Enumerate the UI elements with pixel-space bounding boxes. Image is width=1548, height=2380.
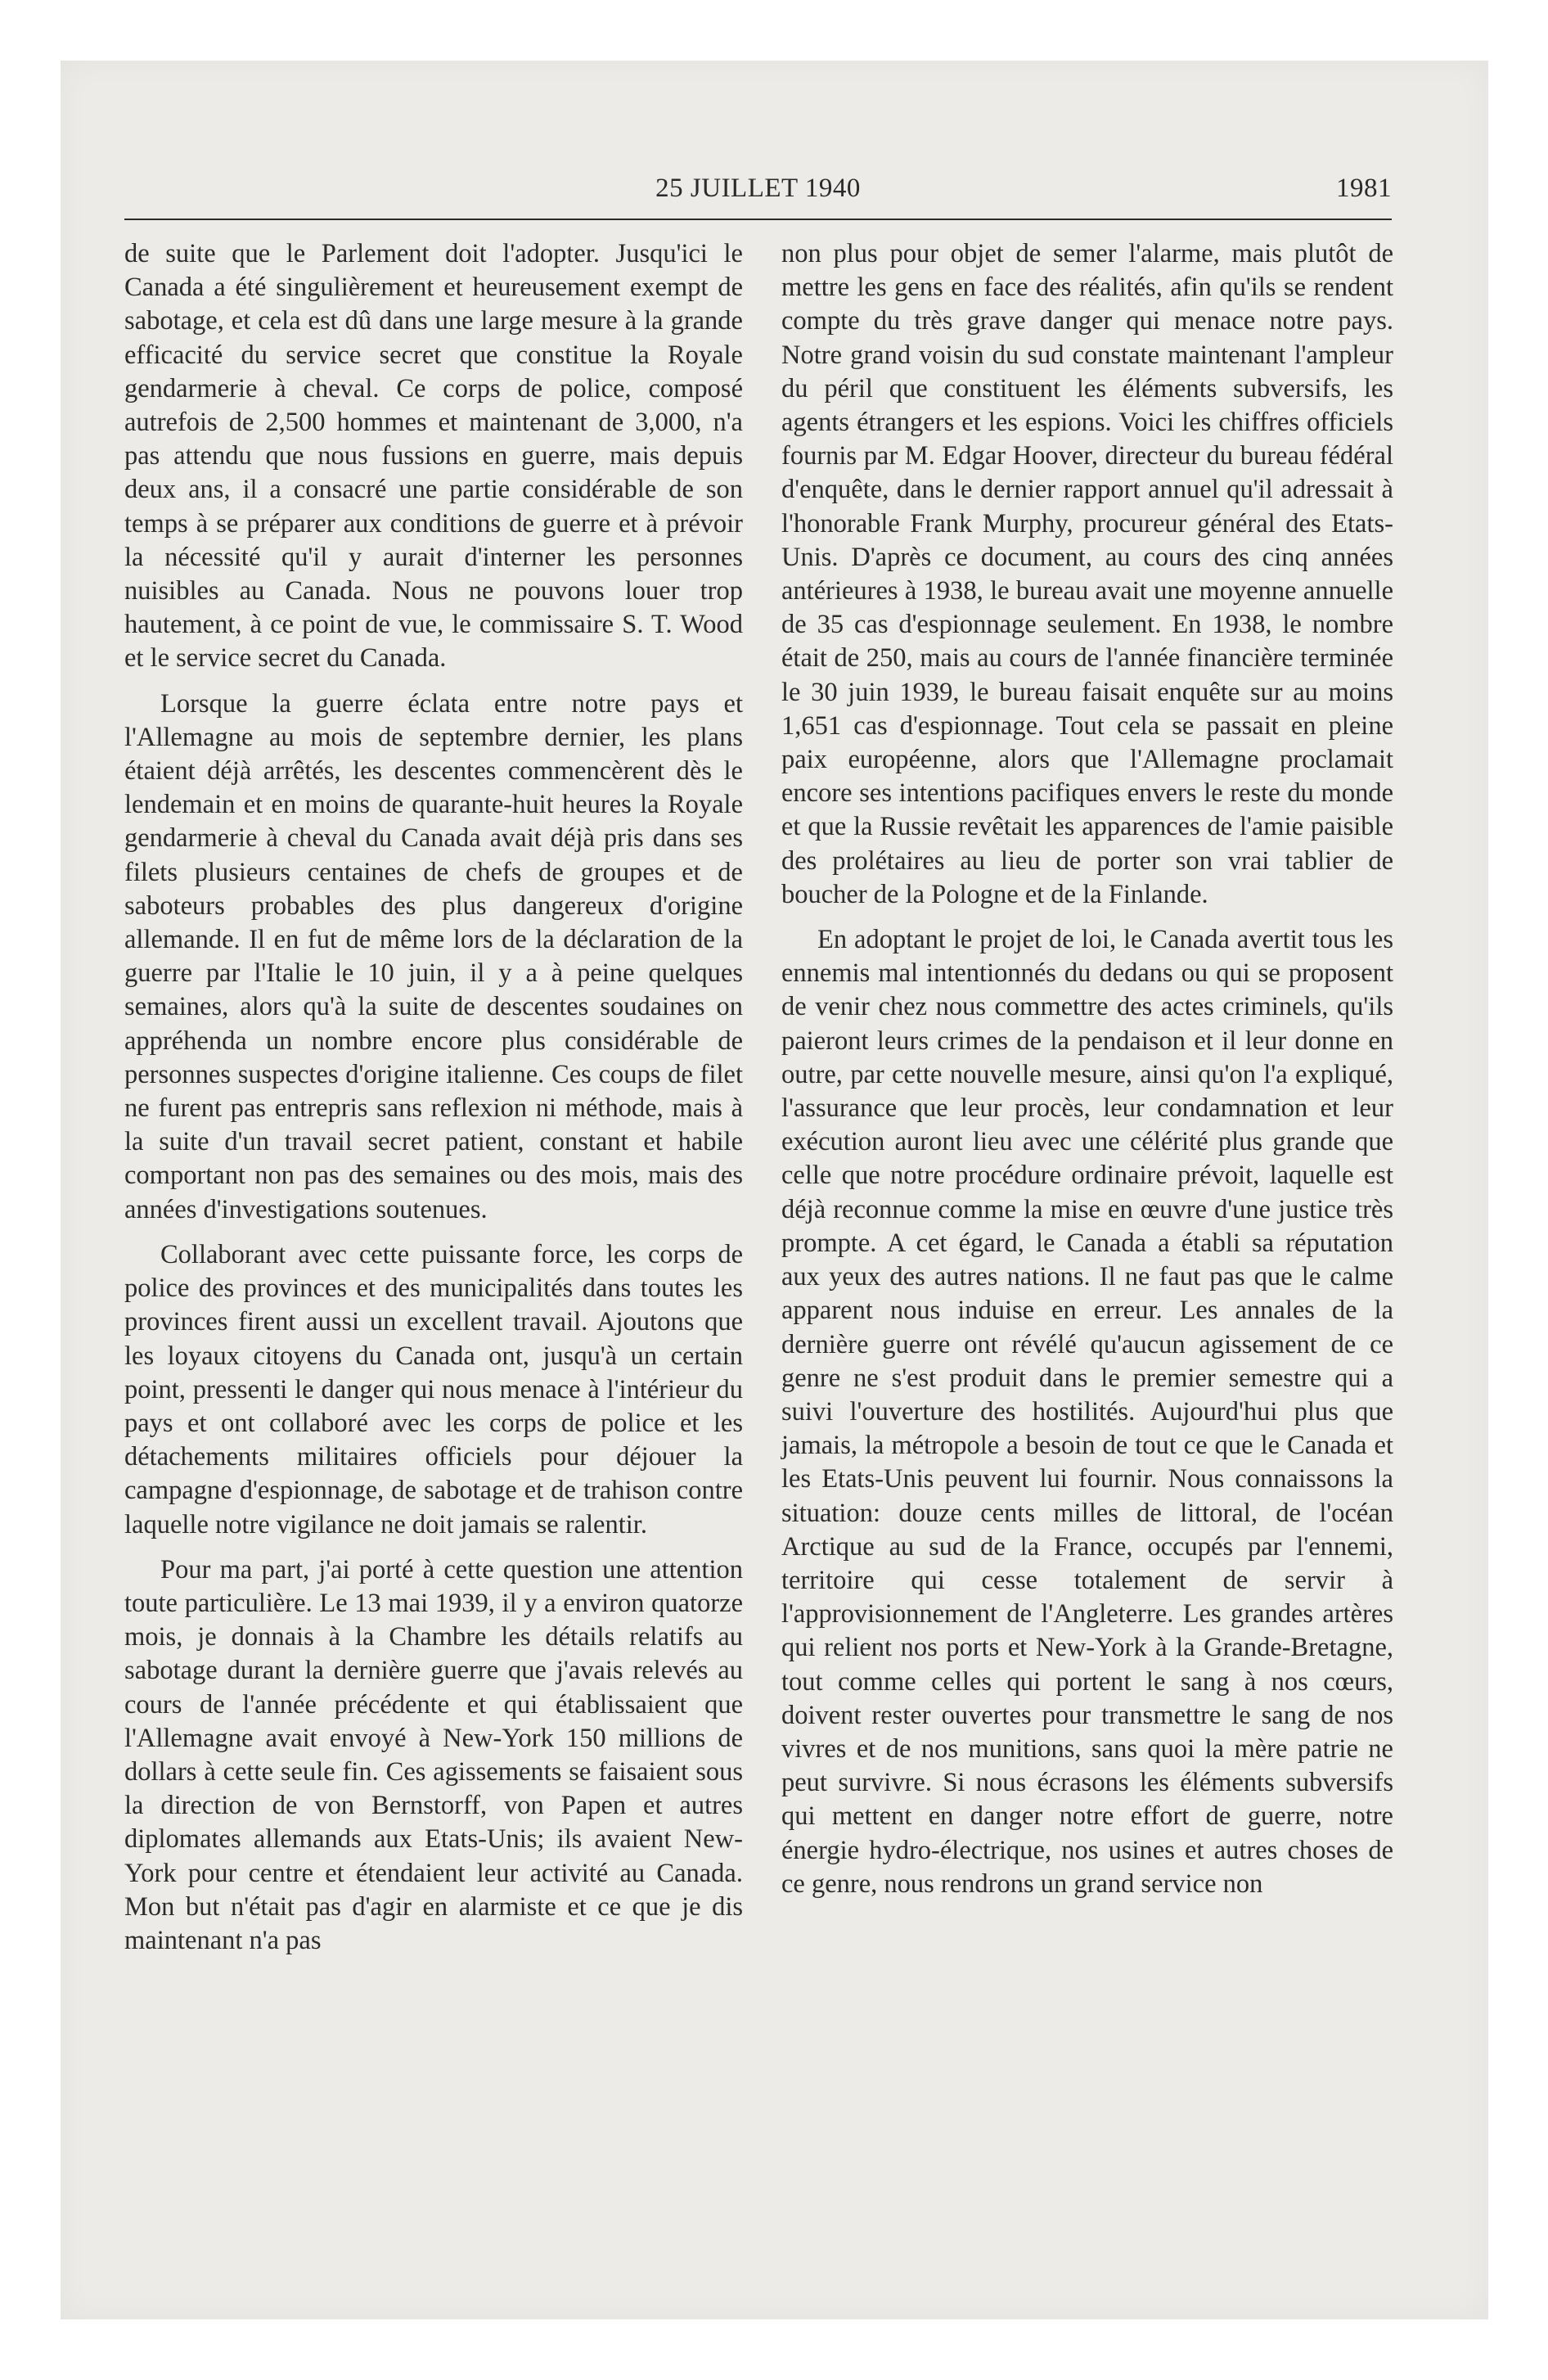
page-header [124,174,1392,213]
paragraph: Pour ma part, j'ai porté à cette question une attention toute particulière. Le 13 mai 1939, il y a environ quatorze mois, je donnais à la Chambre les détails relatifs au sabotage durant la dernière guerre que j'avais relevés au cours de l'année précédente et qui établissaient que l'Allemagne avait envoyé à New-York 150 millions de dollars à cette seule fin. Ces agissements se faisaient sous la direction de von Bernstorff, von Papen et autres diplomates allemands aux Etats-Unis; ils avaient New-York pour centre et étendaient leur activité au Canada. Mon but n'était pas d'agir en alarmiste et ce que je dis maintenant n'a pas [124,1554,743,1955]
left-column [124,237,743,1958]
paragraph: de suite que le Parlement doit l'adopter. Jusqu'ici le Canada a été singulièrement et heureusement exempt de sabotage, et cela est dû dans une large mesure à la grande efficacité du service secret que constitue la Royale gendarmerie à cheval. Ce corps de police, composé autrefois de 2,500 hommes et maintenant de 3,000, n'a pas attendu que nous fussions en guerre, mais depuis deux ans, il a consacré une partie considérable de son temps à se préparer aux conditions de guerre et à prévoir la nécessité qu'il y aurait d'interner les personnes nuisibles au Canada. Nous ne pouvons louer trop hautement, à ce point de vue, le commissaire S. T. Wood et le service secret du Canada. [124,239,743,674]
paragraph: Collaborant avec cette puissante force, les corps de police des provinces et des municipalités dans toutes les provinces firent aussi un excellent travail. Ajoutons que les loyaux citoyens du Canada ont, jusqu'à un certain point, pressenti le danger qui nous menace à l'intérieur du pays et ont collaboré avec les corps de police et les détachements militaires officiels pour déjouer la campagne d'espionnage, de sabotage et de trahison contre laquelle notre vigilance ne doit jamais se ralentir. [124,1239,743,1539]
header-date: 25 JUILLET 1940 [655,174,861,203]
right-column [781,237,1393,1901]
header-rule [124,219,1392,220]
paragraph: non plus pour objet de semer l'alarme, mais plutôt de mettre les gens en face des réalités, afin qu'ils se rendent compte du très grave danger qui menace notre pays. Notre grand voisin du sud constate maintenant l'ampleur du péril que constituent les éléments subversifs, les agents étrangers et les espions. Voici les chiffres officiels fournis par M. Edgar Hoover, directeur du bureau fédéral d'enquête, dans le dernier rapport annuel qu'il adressait à l'honorable Frank Murphy, procureur général des Etats-Unis. D'après ce document, au cours des cinq années antérieures à 1938, le bureau avait une moyenne annuelle de 35 cas d'espionnage seulement. En 1938, le nombre était de 250, mais au cours de l'année financière terminée le 30 juin 1939, le bureau faisait enquête sur au moins 1,651 cas d'espionnage. Tout cela se passait en pleine paix européenne, alors que l'Allemagne proclamait encore ses intentions pacifiques envers le reste du monde et que la Russie revêtait les apparences de l'amie paisible des prolétaires au lieu de porter son vrai tablier de boucher de la Pologne et de la Finlande. [781,239,1393,909]
paragraph: En adoptant le projet de loi, le Canada avertit tous les ennemis mal intentionnés du dedans ou qui se proposent de venir chez nous commettre des actes criminels, qu'ils paieront leurs crimes de la pendaison et il leur donne en outre, par cette nouvelle mesure, ainsi qu'on l'a expliqué, l'assurance que leur procès, leur condamnation et leur exécution auront lieu avec une célérité plus grande que celle que notre procédure ordinaire prévoit, laquelle est déjà reconnue comme la mise en œuvre d'une justice très prompte. A cet égard, le Canada a établi sa réputation aux yeux des autres nations. Il ne faut pas que le calme apparent nous induise en erreur. Les annales de la dernière guerre ont révélé qu'aucun agissement de ce genre ne s'est produit dans le premier semestre qui a suivi l'ouverture des hostilités. Aujourd'hui plus que jamais, la métropole a besoin de tout ce que le Canada et les Etats-Unis peuvent lui fournir. Nous connaissons la situation: douze cents milles de littoral, de l'océan Arctique au sud de la France, occupés par l'ennemi, territoire qui cesse totalement de servir à l'approvisionnement de l'Angleterre. Les grandes artères qui relient nos ports et New-York à la Grande-Bretagne, tout comme celles qui portent le sang à nos cœurs, doivent rester ouvertes pour transmettre le sang de nos vivres et de nos munitions, sans quoi la mère patrie ne peut survivre. Si nous écrasons les éléments subversifs qui mettent en danger notre effort de guerre, notre énergie hydro-électrique, nos usines et autres choses de ce genre, nous rendrons un grand service non [781,925,1393,1899]
paragraph: Lorsque la guerre éclata entre notre pays et l'Allemagne au mois de septembre dernier, les plans étaient déjà arrêtés, les descentes commencèrent dès le lendemain et en moins de quarante-huit heures la Royale gendarmerie à cheval du Canada avait déjà pris dans ses filets plusieurs centaines de chefs de groupes et de saboteurs probables des plus dangereux d'origine allemande. Il en fut de même lors de la déclaration de la guerre par l'Italie le 10 juin, il y a à peine quelques semaines, alors qu'à la suite de descentes soudaines on appréhenda un nombre encore plus considérable de personnes suspectes d'origine italienne. Ces coups de filet ne furent pas entrepris sans reflexion ni méthode, mais à la suite d'un travail secret patient, constant et habile comportant non pas des semaines ou des mois, mais des années d'investigations soutenues. [124,688,743,1224]
page-number: 1981 [1336,174,1392,203]
